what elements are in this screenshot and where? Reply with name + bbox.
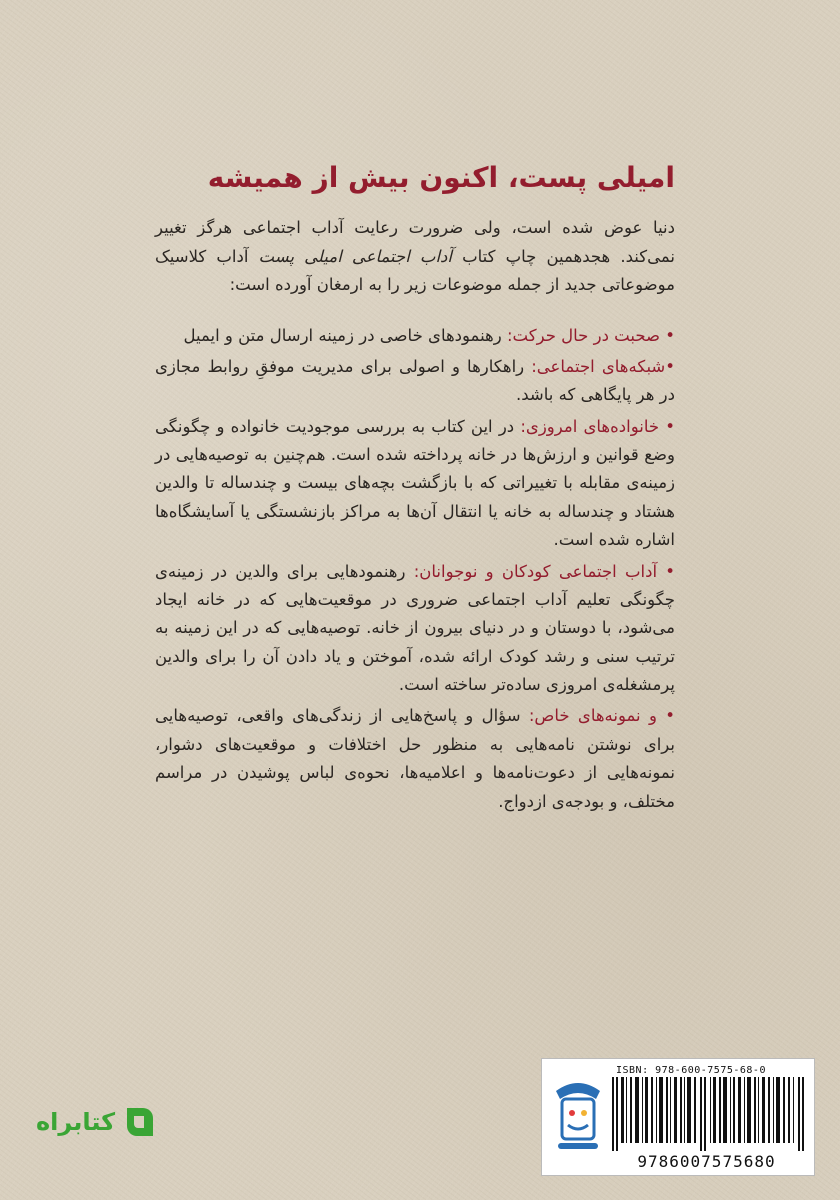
list-item-social-networks [155,353,675,410]
item-text: در این کتاب به بررسی موجودیت خانواده و چگونگی وضع قوانین و ارزش‌ها در خانه پرداخته شده است. هم‌چنین به توصیه‌هایی در زمینه‌ی مقابله با تغییراتی که با بازگشت بچه‌های بیست و چندساله تا والدین هشتاد و چندساله به خانه یا انتقال آن‌ها به مراکز بازنشستگی یا آسایشگاه‌ها اشاره شده است. [155,416,675,550]
ketabrah-logo [36,1104,157,1140]
barcode-number: 9786007575680 [637,1152,776,1171]
list-item-children-etiquette [155,558,675,700]
isbn-barcode-panel [541,1058,815,1176]
isbn-label: ISBN: 978-600-7575-68-0 [616,1065,766,1076]
list-item-texting [155,322,675,350]
ketabrah-logo-icon [121,1104,157,1140]
intro-text-1: دنیا عوض شده است، ولی ضرورت رعایت آداب اجتماعی هرگز تغییر نمی‌کند. هجدهمین چاپ کتاب [155,218,675,266]
bullet-icon: • [665,416,675,436]
publisher-logo-icon [548,1073,608,1163]
list-item-modern-families [155,413,675,555]
intro-paragraph [155,214,675,299]
list-item-special-samples [155,702,675,816]
intro-text-2: آداب کلاسیک موضوعاتی جدید از جمله موضوعات زیر را به ارمغان آورده است: [155,246,675,295]
item-label: آداب اجتماعی کودکان و نوجوانان: [413,561,658,581]
cover-text-block [155,160,675,819]
item-text: سؤال و پاسخ‌هایی از زندگی‌های واقعی، توصیه‌هایی برای نوشتن نامه‌هایی به منظور حل اختلافات و موقعیت‌های دشوار، نمونه‌هایی از دعوت‌نامه‌ها و اعلامیه‌ها، نحوه‌ی لباس پوشیدن در مراسم مختلف، و بودجه‌ی ازدواج. [155,706,675,811]
item-text: راهکارها و اصولی برای مدیریت موفقِ روابط مجازی در هر پایگاهی که باشد. [155,356,675,405]
item-text: رهنمودهایی برای والدین در زمینه‌ی چگونگی تعلیم آداب اجتماعی ضروری در موقعیت‌هایی که در خانه ایجاد می‌شود، با دوستان و در دنیای بیرون از خانه. توصیه‌هایی که در این زمینه به ترتیب سنی و رشد کودک ارائه شده، آموختن و یاد دادن آن را برای والدین پرمشغله‌ی امروزی ساده‌تر ساخته است. [155,561,675,695]
item-label: و نمونه‌های خاص: [528,706,657,726]
item-label: خانواده‌های امروزی: [520,416,660,436]
publisher-logo [548,1073,608,1167]
bullet-icon: • [665,706,675,726]
cover-title: امیلی پست، اکنون بیش از همیشه [207,161,675,194]
brand-name: کتابراه [36,1108,116,1136]
item-text: رهنمودهای خاصی در زمینه ارسال متن و ایمیل [183,325,507,345]
bullet-icon: • [665,356,675,376]
bullet-icon: • [665,325,675,345]
bullet-icon: • [665,561,675,581]
barcode-icon [612,1077,808,1151]
item-label: صحبت در حال حرکت: [506,325,661,345]
book-title-italic: آداب اجتماعی امیلی پست [258,246,452,266]
item-label: شبکه‌های اجتماعی: [531,356,666,376]
